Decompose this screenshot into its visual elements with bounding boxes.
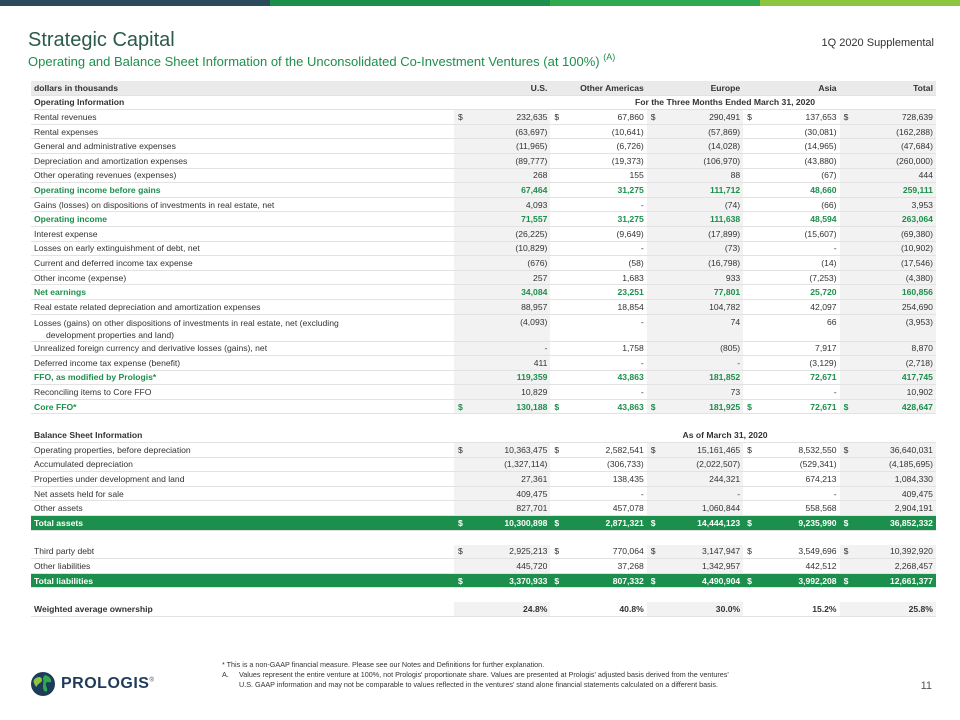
value-cell: (14,965) [804,141,837,152]
value-cell: 15.2% [812,604,837,615]
prologis-logo: PROLOGIS® [30,671,154,697]
value-cell: 259,111 [840,183,936,197]
value-cell: $ 10,392,920 [840,545,936,559]
row-label: Deferred income tax expense (benefit) [34,357,181,368]
financial-table [31,81,936,628]
value-cell: - [833,387,837,398]
value-cell: 674,213 [805,474,837,485]
value-cell: 31,275 [617,214,644,225]
currency-symbol: $ [650,111,656,122]
value-cell: 558,568 [805,503,837,514]
column-header: Europe [710,82,741,93]
value-cell: (676) [454,256,550,270]
table-row [31,256,936,271]
table-row [31,545,936,560]
value-cell: $ 3,992,208 [747,575,837,586]
table-row [31,516,936,531]
currency-symbol: $ [458,575,463,586]
value-cell: (4,185,695) [840,458,936,472]
value-cell: 23,251 [617,287,644,298]
row-label: Other operating revenues (expenses) [34,170,177,181]
value-cell: (10,829) [454,242,550,256]
currency-symbol: $ [747,517,752,528]
value-cell: 72,671 [810,372,837,383]
value-cell: 119,359 [454,371,550,385]
column-header: Other Americas [580,82,644,93]
row-label: Other assets [34,503,83,514]
table-row [31,315,936,342]
value-cell: (14,028) [647,139,743,153]
value-cell: $ 290,491 [647,110,743,124]
column-header: U.S. [530,82,548,93]
value-cell: $ 2,925,213 [454,545,550,559]
currency-symbol: $ [458,111,463,122]
value-cell: $ 36,640,031 [840,443,936,457]
value-cell: 444 [840,169,936,183]
table-row [31,110,936,125]
currency-symbol: $ [458,444,463,455]
spacer-row [31,617,936,628]
value-cell: $ 67,860 [554,111,644,122]
value-cell: 1,683 [622,272,644,283]
row-label: Rental revenues [34,111,97,122]
value-cell: (14) [821,257,837,268]
table-row [31,443,936,458]
row-label: Rental expenses [34,126,99,137]
globe-icon [30,671,56,697]
value-cell: (260,000) [840,154,936,168]
value-cell: (2,022,507) [647,458,743,472]
value-cell: $ 3,370,933 [458,575,548,586]
row-label: Other income (expense) [34,272,127,283]
value-cell: $ 4,490,904 [650,575,741,586]
table-row [31,371,936,386]
value-cell: 445,720 [454,559,550,573]
value-cell: 111,712 [647,183,743,197]
spacer-row [31,414,936,428]
value-cell: (6,726) [616,141,644,152]
value-cell: (73) [647,242,743,256]
value-cell: 457,078 [612,503,644,514]
column-header: Asia [818,82,837,93]
section-title: Operating Information [34,97,125,108]
currency-symbol: $ [747,444,752,455]
row-label: Reconciling items to Core FFO [34,387,152,398]
row-label: Total assets [34,517,84,528]
table-row [31,487,936,502]
value-cell: 34,084 [454,285,550,299]
row-label: Operating income before gains [34,184,161,195]
table-row [31,602,936,617]
value-cell: 417,745 [840,371,936,385]
value-cell: (30,081) [804,126,837,137]
table-row [31,342,936,357]
row-label: Other liabilities [34,561,91,572]
value-cell: (16,798) [647,256,743,270]
value-cell: 1,758 [622,343,644,354]
value-cell: (67) [821,170,837,181]
value-cell: 88,957 [454,300,550,314]
table-row [31,139,936,154]
row-label: Weighted average ownership [34,604,153,615]
value-cell: 7,917 [815,343,837,354]
value-cell: $ 14,444,123 [650,517,741,528]
value-cell: $ 2,871,321 [554,517,644,528]
value-cell: 37,268 [617,561,644,572]
value-cell: - [640,488,644,499]
value-cell: 24.8% [454,602,550,616]
value-cell: - [833,243,837,254]
table-row [31,169,936,184]
value-cell: 2,904,191 [840,501,936,515]
value-cell: 111,638 [647,212,743,226]
value-cell: (106,970) [647,154,743,168]
table-row [31,472,936,487]
value-cell: 8,870 [840,342,936,356]
row-label: Losses on early extinguishment of debt, net [34,243,200,254]
value-cell: 1,342,957 [647,559,743,573]
value-cell: (57,869) [647,125,743,139]
value-cell: - [454,342,550,356]
value-cell: (17,899) [647,227,743,241]
row-label: Core FFO* [34,401,77,412]
value-cell: $ 137,653 [747,111,837,122]
table-row [31,285,936,300]
table-header-row [31,81,936,96]
value-cell: - [640,357,644,368]
value-cell: 48,660 [810,184,837,195]
table-row [31,400,936,415]
value-cell: 43,863 [617,372,644,383]
currency-symbol: $ [843,546,849,557]
value-cell: (10,641) [611,126,644,137]
value-cell: (1,327,114) [454,458,550,472]
value-cell: 88 [647,169,743,183]
value-cell: 257 [454,271,550,285]
table-row [31,242,936,257]
currency-symbol: $ [554,111,560,122]
value-cell: (10,902) [840,242,936,256]
row-label: Third party debt [34,546,95,557]
row-label: Net earnings [34,287,87,298]
value-cell: (89,777) [454,154,550,168]
currency-symbol: $ [458,401,463,412]
row-label: Accumulated depreciation [34,459,133,470]
value-cell: 104,782 [647,300,743,314]
value-cell: 3,953 [840,198,936,212]
value-cell: 4,093 [454,198,550,212]
supplemental-label: 1Q 2020 Supplemental [821,37,934,49]
section-period: As of March 31, 2020 [682,430,768,441]
value-cell: 10,829 [454,385,550,399]
value-cell: 71,557 [454,212,550,226]
value-cell: $ 3,147,947 [647,545,743,559]
row-label: General and administrative expenses [34,141,176,152]
table-row [31,125,936,140]
top-color-band [0,0,960,6]
value-cell: 244,321 [647,472,743,486]
currency-symbol: $ [747,401,752,412]
currency-symbol: $ [650,546,656,557]
table-row [31,300,936,315]
currency-symbol: $ [843,444,849,455]
subtitle-footnote-ref: (A) [603,52,616,62]
table-row [31,271,936,286]
row-label: Unrealized foreign currency and derivative losses (gains), net [34,343,268,354]
value-cell: 1,084,330 [840,472,936,486]
table-row [31,212,936,227]
value-cell: 181,852 [647,371,743,385]
value-cell: (306,733) [606,459,644,470]
value-cell: (11,965) [454,139,550,153]
row-label: Losses (gains) on other dispositions of investments in real estate, net (excluding development properties and land) [34,317,339,340]
value-cell: (805) [647,342,743,356]
footnotes [222,660,729,690]
value-cell: 933 [647,271,743,285]
currency-symbol: $ [650,575,656,586]
value-cell: - [647,487,743,501]
value-cell: (9,649) [616,228,644,239]
value-cell: (3,953) [840,315,936,341]
row-label: Depreciation and amortization expenses [34,155,188,166]
currency-symbol: $ [554,517,560,528]
row-label: FFO, as modified by Prologis* [34,372,157,383]
page-title: Strategic Capital [28,29,175,51]
currency-symbol: $ [650,517,656,528]
row-label: Real estate related depreciation and amortization expenses [34,301,261,312]
value-cell: (7,253) [809,272,837,283]
currency-symbol: $ [747,111,752,122]
value-cell: 827,701 [454,501,550,515]
value-cell: $ 181,925 [647,400,743,414]
table-row [31,154,936,169]
value-cell: - [640,387,644,398]
table-row [31,198,936,213]
table-row [31,356,936,371]
row-label: Net assets held for sale [34,488,124,499]
value-cell: $ 10,300,898 [458,517,548,528]
value-cell: 48,594 [810,214,837,225]
value-cell: 77,801 [647,285,743,299]
currency-symbol: $ [554,546,560,557]
value-cell: 268 [454,169,550,183]
currency-symbol: $ [458,546,463,557]
footnote-a-cont: U.S. GAAP information and may not be comparable to values reflected in the ventures' stand alone financial statements calculated on a different basis. [239,680,718,689]
value-cell: (3,129) [809,357,837,368]
value-cell: (74) [647,198,743,212]
spacer-row [31,588,936,602]
value-cell: 254,690 [840,300,936,314]
value-cell: (15,607) [804,228,837,239]
value-cell: 25,720 [810,287,837,298]
row-label: Gains (losses) on dispositions of investments in real estate, net [34,199,275,210]
value-cell: (529,341) [799,459,837,470]
value-cell: (19,373) [611,155,644,166]
value-cell: $ 15,161,465 [647,443,743,457]
value-cell: 10,902 [840,385,936,399]
table-row [31,227,936,242]
value-cell: (63,697) [454,125,550,139]
value-cell: 67,464 [454,183,550,197]
value-cell: $ 428,647 [840,400,936,414]
currency-symbol: $ [650,444,656,455]
value-cell: $ 9,235,990 [747,517,837,528]
value-cell: 1,060,844 [647,501,743,515]
value-cell: $ 807,332 [554,575,644,586]
value-cell: $ 72,671 [747,401,837,412]
currency-symbol: $ [458,517,463,528]
section-title: Balance Sheet Information [34,430,143,441]
value-cell: $ 8,532,550 [747,444,837,455]
value-cell: 27,361 [454,472,550,486]
currency-symbol: $ [554,575,560,586]
spacer-row [31,531,936,545]
column-header: Total [913,82,933,93]
value-cell: - [640,243,644,254]
value-cell: 74 [647,315,743,341]
table-row [31,559,936,574]
currency-symbol: $ [554,401,560,412]
value-cell: $ 3,549,696 [747,546,837,557]
table-row [31,385,936,400]
value-cell: (162,288) [840,125,936,139]
value-cell: 30.0% [647,602,743,616]
value-cell: 18,854 [617,301,644,312]
value-cell: $ 232,635 [454,110,550,124]
value-cell: $ 10,363,475 [454,443,550,457]
value-cell: (69,380) [840,227,936,241]
value-cell: $ 43,863 [554,401,644,412]
currency-symbol: $ [554,444,560,455]
table-row [31,574,936,589]
value-cell: (66) [821,199,837,210]
value-cell: 263,064 [840,212,936,226]
value-cell: 442,512 [805,561,837,572]
value-cell: - [640,199,644,210]
row-label: Current and deferred income tax expense [34,257,193,268]
value-cell: 138,435 [612,474,644,485]
value-cell: $ 12,661,377 [843,575,933,586]
value-cell: (26,225) [454,227,550,241]
value-cell: (2,718) [840,356,936,370]
value-cell: $ 2,582,541 [554,444,644,455]
footnote-a: A. Values represent the entire venture at 100%, not Prologis' proportionate share. Values are presented at Prologis' adjusted basis derived from the ventures' [222,670,729,679]
value-cell: - [640,316,644,327]
currency-symbol: $ [650,401,656,412]
currency-symbol: $ [843,401,849,412]
value-cell: (17,546) [840,256,936,270]
table-row [31,183,936,198]
value-cell: $ 130,188 [454,400,550,414]
currency-symbol: $ [747,546,752,557]
currency-symbol: $ [843,575,849,586]
currency-symbol: $ [747,575,752,586]
value-cell: 66 [827,316,837,327]
page-number: 11 [920,680,932,692]
value-cell: - [833,488,837,499]
value-cell: $ 36,852,332 [843,517,933,528]
section-period: For the Three Months Ended March 31, 2020 [634,97,816,108]
value-cell: 73 [647,385,743,399]
value-cell: (47,684) [840,139,936,153]
row-label: Interest expense [34,228,98,239]
value-cell: $ 728,639 [840,110,936,124]
value-cell: 409,475 [840,487,936,501]
value-cell: - [647,356,743,370]
value-cell: (43,880) [804,155,837,166]
value-cell: 160,856 [840,285,936,299]
currency-symbol: $ [843,517,849,528]
currency-symbol: $ [843,111,849,122]
section-header-row [31,428,936,443]
value-cell: (4,093) [454,315,550,341]
row-label: Total liabilities [34,575,94,586]
row-label: Operating properties, before depreciation [34,444,191,455]
section-header-row [31,96,936,111]
value-cell: 409,475 [454,487,550,501]
page-subtitle: Operating and Balance Sheet Information of the Unconsolidated Co-Investment Ventures (at 100%) $^{(A)}$ [28,52,616,69]
value-cell: 42,097 [810,301,837,312]
value-cell: 40.8% [619,604,644,615]
unit-label: dollars in thousands [34,82,119,93]
table-row [31,458,936,473]
value-cell: 31,275 [617,184,644,195]
row-label: Properties under development and land [34,474,185,485]
value-cell: (4,380) [840,271,936,285]
table-row [31,501,936,516]
value-cell: $ 770,064 [554,546,644,557]
value-cell: (58) [628,257,644,268]
value-cell: 155 [629,170,644,181]
value-cell: 411 [454,356,550,370]
value-cell: 2,268,457 [840,559,936,573]
footnote-non-gaap: * This is a non-GAAP financial measure. Please see our Notes and Definitions for further explanation. [222,660,545,669]
value-cell: 25.8% [840,602,936,616]
row-label: Operating income [34,214,108,225]
